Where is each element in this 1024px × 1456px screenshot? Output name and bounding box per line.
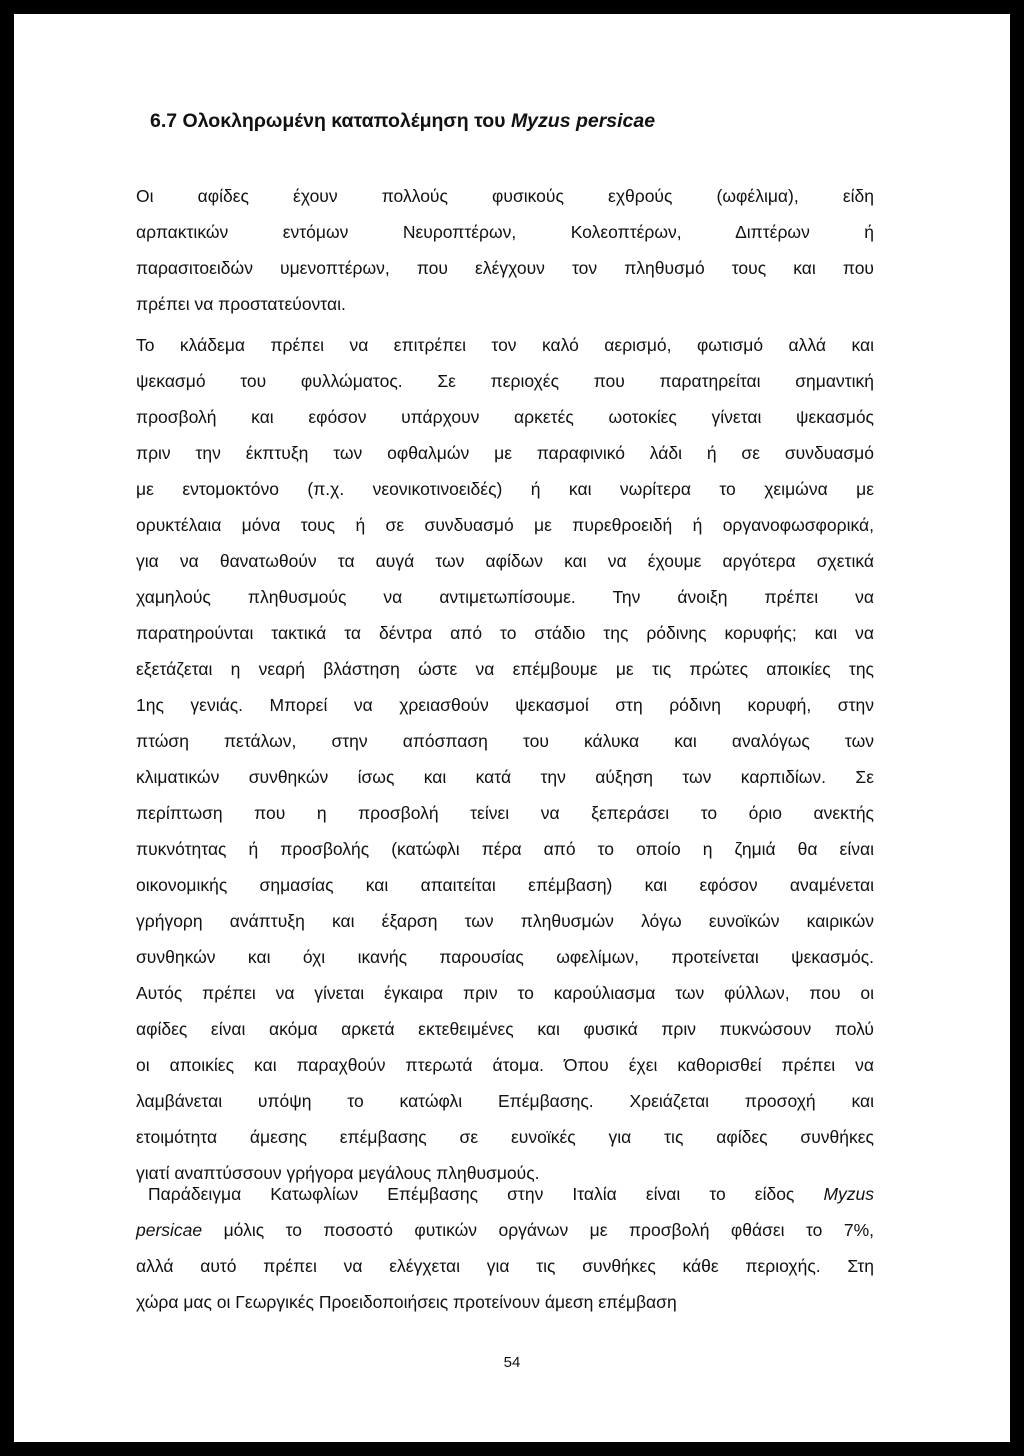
text-line: αρπακτικών εντόμων Νευροπτέρων, Κολεοπτέρων, Διπτέρων ή [136,222,874,242]
text-line: συνθηκών και όχι ικανής παρουσίας ωφελίμων, προτείνεται ψεκασμός. [136,947,874,967]
text-line: γρήγορη ανάπτυξη και έξαρση των πληθυσμών λόγω ευνοϊκών καιρικών [136,911,874,931]
text-line: ψεκασμό του φυλλώματος. Σε περιοχές που παρατηρείται σημαντική [136,371,874,391]
text-line: χαμηλούς πληθυσμούς να αντιμετωπίσουμε. Την άνοιξη πρέπει να [136,587,874,607]
species-name: Myzus persicae [510,110,656,132]
paragraph-natural-enemies [136,178,874,322]
text-line: πυκνότητας ή προσβολής (κατώφλι πέρα από το οποίο η ζημιά θα είναι [136,839,874,859]
text-line: Αυτός πρέπει να γίνεται έγκαιρα πριν το καρούλιασμα των φύλλων, που οι [136,983,874,1003]
species-name: Myzus [823,1184,874,1204]
page-number: 54 [503,1354,521,1371]
text-line: προσβολή και εφόσον υπάρχουν αρκετές ωοτοκίες γίνεται ψεκασμός [136,407,874,427]
text-line: ετοιμότητα άμεσης επέμβασης σε ευνοϊκές για τις αφίδες συνθήκες [136,1127,874,1147]
text-line: αλλά αυτό πρέπει να ελέγχεται για τις συνθήκες κάθε περιοχής. Στη [136,1256,874,1276]
text-line: Οι αφίδες έχουν πολλούς φυσικούς εχθρούς (ωφέλιμα), είδη [136,186,874,206]
text-line: παρατηρούνται τακτικά τα δέντρα από το στάδιο της ρόδινης κορυφής; και να [136,623,874,643]
species-name: persicae [136,1220,203,1240]
text-line: περίπτωση που η προσβολή τείνει να ξεπεράσει το όριο ανεκτής [136,803,874,823]
text-line: χώρα μας οι Γεωργικές Προειδοποιήσεις προτείνουν άμεση επέμβαση [136,1292,677,1312]
paragraph-pruning-and-spraying [136,327,874,1191]
text-line: 1ης γενιάς. Μπορεί να χρειασθούν ψεκασμοί στη ρόδινη κορυφή, στην [136,695,874,715]
section-heading: 6.7 Ολοκληρωμένη καταπολέμηση του Myzus persicae [150,110,656,132]
text-line: κλιματικών συνθηκών ίσως και κατά την αύξηση των καρπιδίων. Σε [136,767,874,787]
paragraph-intervention-thresholds [136,1176,874,1320]
text-line: οικονομικής σημασίας και απαιτείται επέμβαση) και εφόσον αναμένεται [136,875,874,895]
text-line: πρέπει να προστατεύονται. [136,294,346,314]
text-line: με εντομοκτόνο (π.χ. νεονικοτινοειδές) ή και νωρίτερα το χειμώνα με [136,479,874,499]
text-line: Παράδειγμα Κατωφλίων Επέμβασης στην Ιταλία είναι το είδος Myzus [148,1184,874,1204]
text-line: οι αποικίες και παραχθούν πτερωτά άτομα. Όπου έχει καθορισθεί πρέπει να [136,1055,874,1075]
document-page [14,14,1010,1442]
text-line: γιατί αναπτύσσουν γρήγορα μεγάλους πληθυσμούς. [136,1163,540,1183]
text-line: λαμβάνεται υπόψη το κατώφλι Επέμβασης. Χρειάζεται προσοχή και [136,1091,874,1111]
text-line: εξετάζεται η νεαρή βλάστηση ώστε να επέμβουμε με τις πρώτες αποικίες της [136,659,874,679]
text-line: παρασιτοειδών υμενοπτέρων, που ελέγχουν τον πληθυσμό τους και που [136,258,874,278]
text-line: για να θανατωθούν τα αυγά των αφίδων και να έχουμε αργότερα σχετικά [136,551,874,571]
text-line: persicae μόλις το ποσοστό φυτικών οργάνων με προσβολή φθάσει το 7%, [136,1220,874,1240]
text-line: πτώση πετάλων, στην απόσπαση του κάλυκα και αναλόγως των [136,731,874,751]
text-line: αφίδες είναι ακόμα αρκετά εκτεθειμένες και φυσικά πριν πυκνώσουν πολύ [136,1019,874,1039]
text-line: πριν την έκπτυξη των οφθαλμών με παραφινικό λάδι ή σε συνδυασμό [136,443,874,463]
text-line: Το κλάδεμα πρέπει να επιτρέπει τον καλό αερισμό, φωτισμό αλλά και [136,335,874,355]
text-line: ορυκτέλαια μόνα τους ή σε συνδυασμό με πυρεθροειδή ή οργανοφωσφορικά, [136,515,874,535]
